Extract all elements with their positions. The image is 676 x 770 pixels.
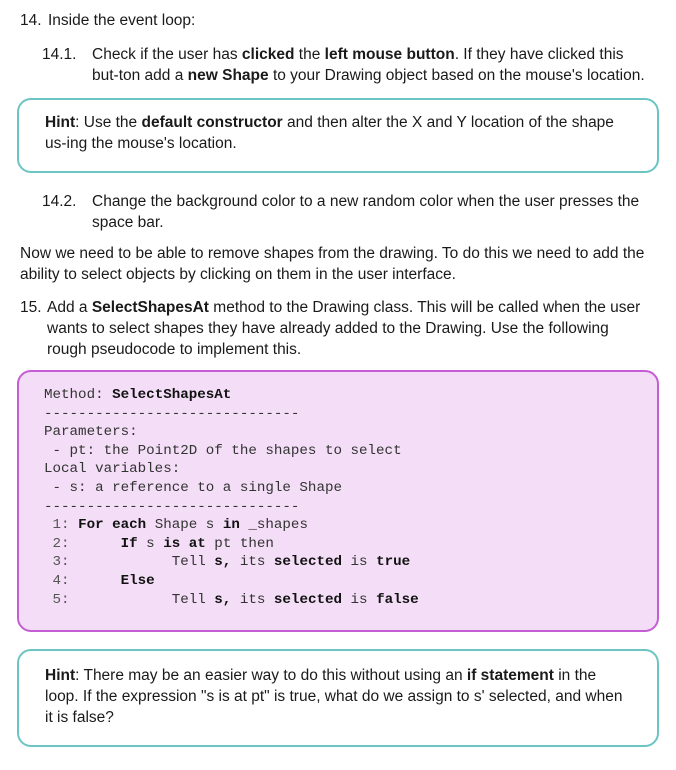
intro-paragraph: Now we need to be able to remove shapes from the drawing. To do this we need to add the ability to select objects by clicking on them in the user interface. xyxy=(20,245,645,283)
hint-text: Hint: Use the default constructor and then alter the X and Y location of the shape us-ing the mouse's location. xyxy=(45,114,614,152)
step-14 xyxy=(20,10,660,31)
step-14-1 xyxy=(42,44,654,86)
step-15 xyxy=(20,297,652,360)
step-text: Inside the event loop: xyxy=(48,12,196,29)
step-text: Change the background color to a new random color when the user presses the space bar. xyxy=(92,193,640,231)
pseudocode: Method: SelectShapesAt ------------------------------ Parameters: - pt: the Point2D of the shapes to select Local variables: - s: a reference to a single Shape ------------------------------ 1: For each Shape s in _shapes 2: If s is at pt then 3: Tell s, its selected is true 4: Else 5: Tell s, its selected is false xyxy=(44,387,419,608)
step-text: Check if the user has clicked the left mouse button. If they have clicked this but-ton add a new Shape to your Drawing object based on the mouse's location. xyxy=(92,46,645,84)
step-number: 14.1. xyxy=(42,46,77,63)
step-text: Add a SelectShapesAt method to the Drawing class. This will be called when the user wants to select shapes they have already added to the Drawing. Use the following rough pseudocode to implement this. xyxy=(47,299,641,358)
hint-box xyxy=(17,98,659,173)
pseudocode-box xyxy=(17,370,659,632)
step-14-2 xyxy=(42,191,642,233)
hint-box xyxy=(17,649,659,747)
hint-text: Hint: There may be an easier way to do this without using an if statement in the loop. If the expression "s is at pt" is true, what do we assign to s' selected, and when it is false? xyxy=(45,667,623,726)
step-number: 14. xyxy=(20,12,42,29)
step-number: 14.2. xyxy=(42,193,77,210)
step-number: 15. xyxy=(20,299,42,316)
